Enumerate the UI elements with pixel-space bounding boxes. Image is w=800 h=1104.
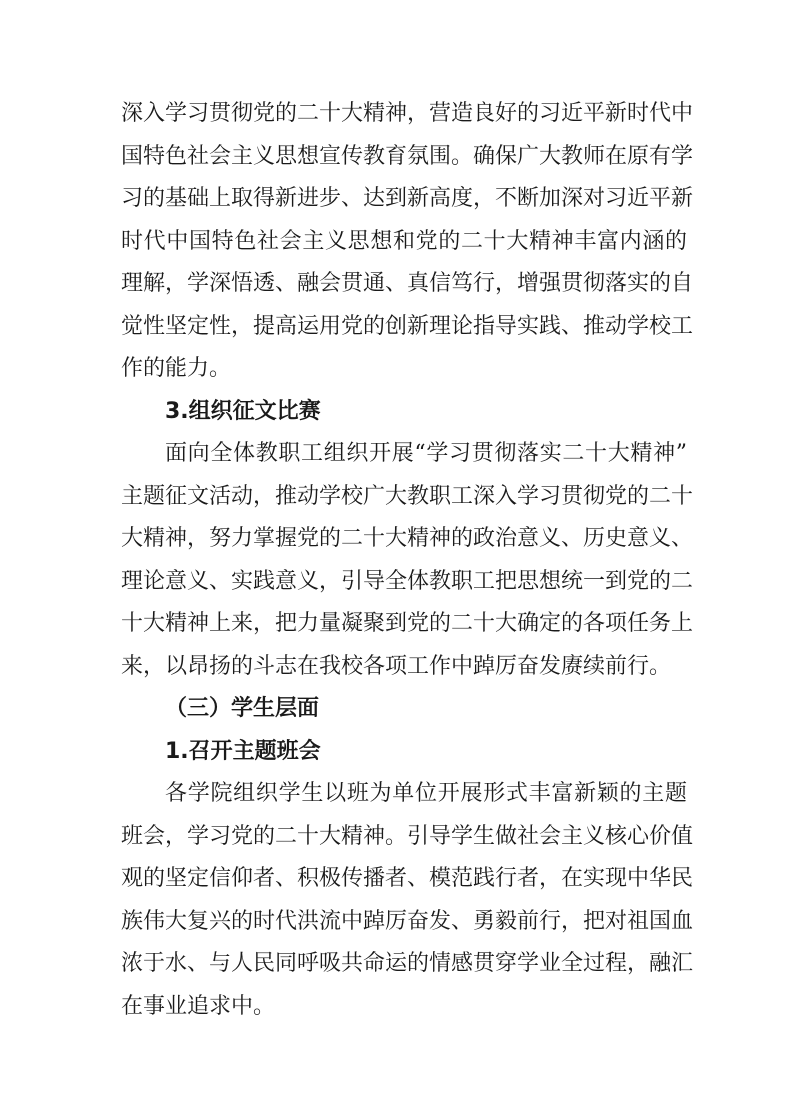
paragraph-line: 时代中国特色社会主义思想和党的二十大精神丰富内涵的 bbox=[121, 228, 687, 254]
paragraph-line: 十大精神上来，把力量凝聚到党的二十大确定的各项任务上 bbox=[121, 611, 694, 636]
paragraph-line: 观的坚定信仰者、积极传播者、模范践行者，在实现中华民 bbox=[121, 866, 694, 891]
section-heading-student-level: （三）学生层面 bbox=[165, 696, 320, 721]
paragraph-line: 理解，学深悟透、融会贯通、真信笃行，增强贯彻落实的自 bbox=[121, 271, 694, 296]
paragraph-line: 面向全体教职工组织开展“学习贯彻落实二十大精神” bbox=[165, 441, 687, 466]
section-heading-class-meeting: 1.召开主题班会 bbox=[165, 738, 321, 764]
paragraph-line: 作的能力。 bbox=[121, 356, 232, 381]
section-heading-essay-contest: 3.组织征文比赛 bbox=[165, 398, 321, 424]
paragraph-line: 各学院组织学生以班为单位开展形式丰富新颖的主题 bbox=[165, 781, 687, 806]
paragraph-line: 主题征文活动，推动学校广大教职工深入学习贯彻党的二十 bbox=[121, 483, 694, 509]
paragraph-line: 族伟大复兴的时代洪流中踔厉奋发、勇毅前行，把对祖国血 bbox=[121, 908, 694, 934]
paragraph-line: 深入学习贯彻党的二十大精神，营造良好的习近平新时代中 bbox=[121, 101, 694, 126]
paragraph-line: 觉性坚定性，提高运用党的创新理论指导实践、推动学校工 bbox=[121, 313, 694, 339]
paragraph-line: 理论意义、实践意义，引导全体教职工把思想统一到党的二 bbox=[121, 568, 694, 594]
paragraph-line: 大精神，努力掌握党的二十大精神的政治意义、历史意义、 bbox=[121, 526, 694, 551]
paragraph-line: 国特色社会主义思想宣传教育氛围。确保广大教师在原有学 bbox=[121, 143, 694, 169]
paragraph-line: 来，以昂扬的斗志在我校各项工作中踔厉奋发赓续前行。 bbox=[121, 653, 672, 679]
paragraph-line: 浓于水、与人民同呼吸共命运的情感贯穿学业全过程，融汇 bbox=[121, 951, 694, 976]
paragraph-line: 在事业追求中。 bbox=[121, 993, 276, 1019]
paragraph-line: 班会，学习党的二十大精神。引导学生做社会主义核心价值 bbox=[121, 823, 694, 849]
document-body bbox=[121, 93, 694, 1028]
paragraph-line: 习的基础上取得新进步、达到新高度，不断加深对习近平新 bbox=[121, 186, 694, 211]
